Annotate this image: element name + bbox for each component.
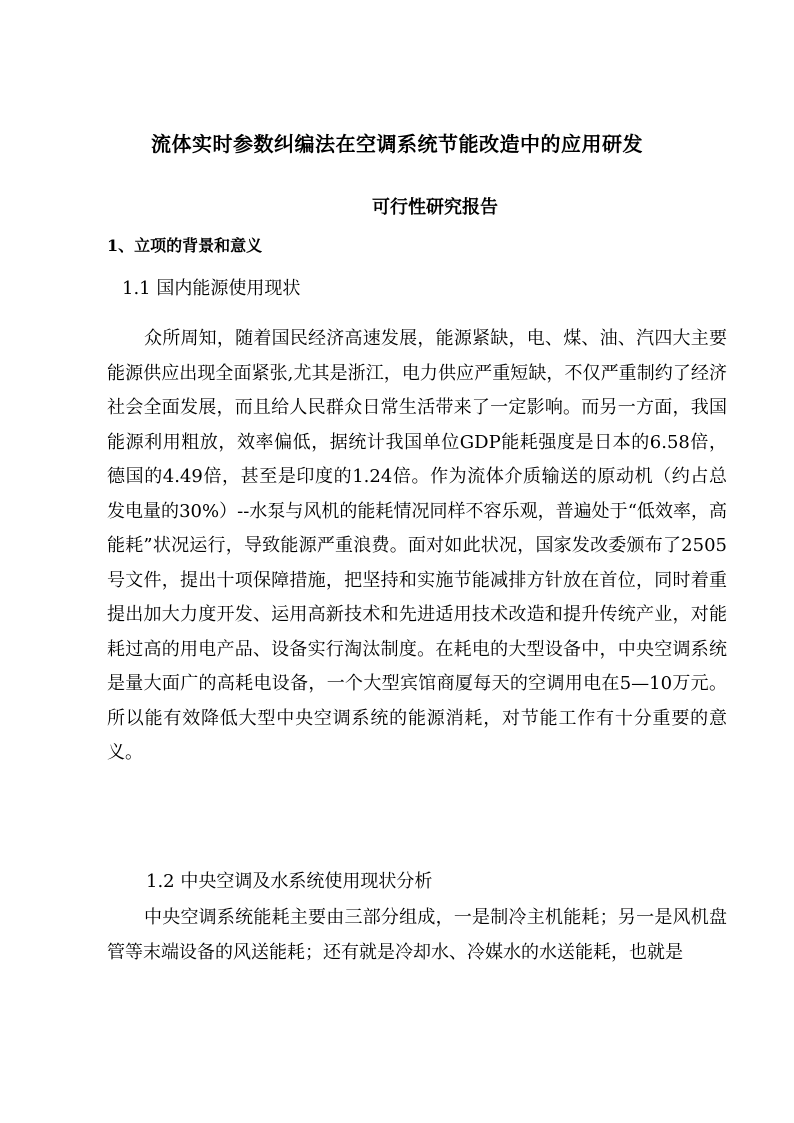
document-subtitle: 可行性研究报告 bbox=[372, 197, 498, 218]
body-paragraph: 中央空调系统能耗主要由三部分组成，一是制冷主机能耗；另一是风机盘管等末端设备的风送能耗；还有就是冷却水、冷媒水的水送能耗，也就是 bbox=[107, 907, 727, 963]
document-title: 流体实时参数纠编法在空调系统节能改造中的应用研发 bbox=[151, 132, 643, 156]
section-heading: 1、立项的背景和意义 bbox=[107, 236, 263, 255]
body-paragraph: 众所周知，随着国民经济高速发展，能源紧缺，电、煤、油、汽四大主要能源供应出现全面紧张,尤其是浙江，电力供应严重短缺，不仅严重制约了经济社会全面发展，而且给人民群众日常生活带来了一定影响。而另一方面，我国能源利用粗放，效率偏低，据统计我国单位GDP能耗强度是日本的6.58倍，德国的4.49倍，甚至是印度的1.24倍。作为流体介质输送的原动机（约占总发电量的30%）--水泵与风机的能耗情况同样不容乐观，普遍处于“低效率，高能耗”状况运行，导致能源严重浪费。面对如此状况，国家发改委颁布了2505号文件，提出十项保障措施，把坚持和实施节能减排方针放在首位，同时着重提出加大力度开发、运用高新技术和先进适用技术改造和提升传统产业，对能耗过高的用电产品、设备实行淘汰制度。在耗电的大型设备中，中央空调系统是量大面广的高耗电设备，一个大型宾馆商厦每天的空调用电在5—10万元。所以能有效降低大型中央空调系统的能源消耗，对节能工作有十分重要的意义。 bbox=[107, 328, 727, 763]
subsection-heading: 1.1 国内能源使用现状 bbox=[122, 278, 301, 299]
subsection-heading: 1.2 中央空调及水系统使用现状分析 bbox=[146, 871, 433, 892]
